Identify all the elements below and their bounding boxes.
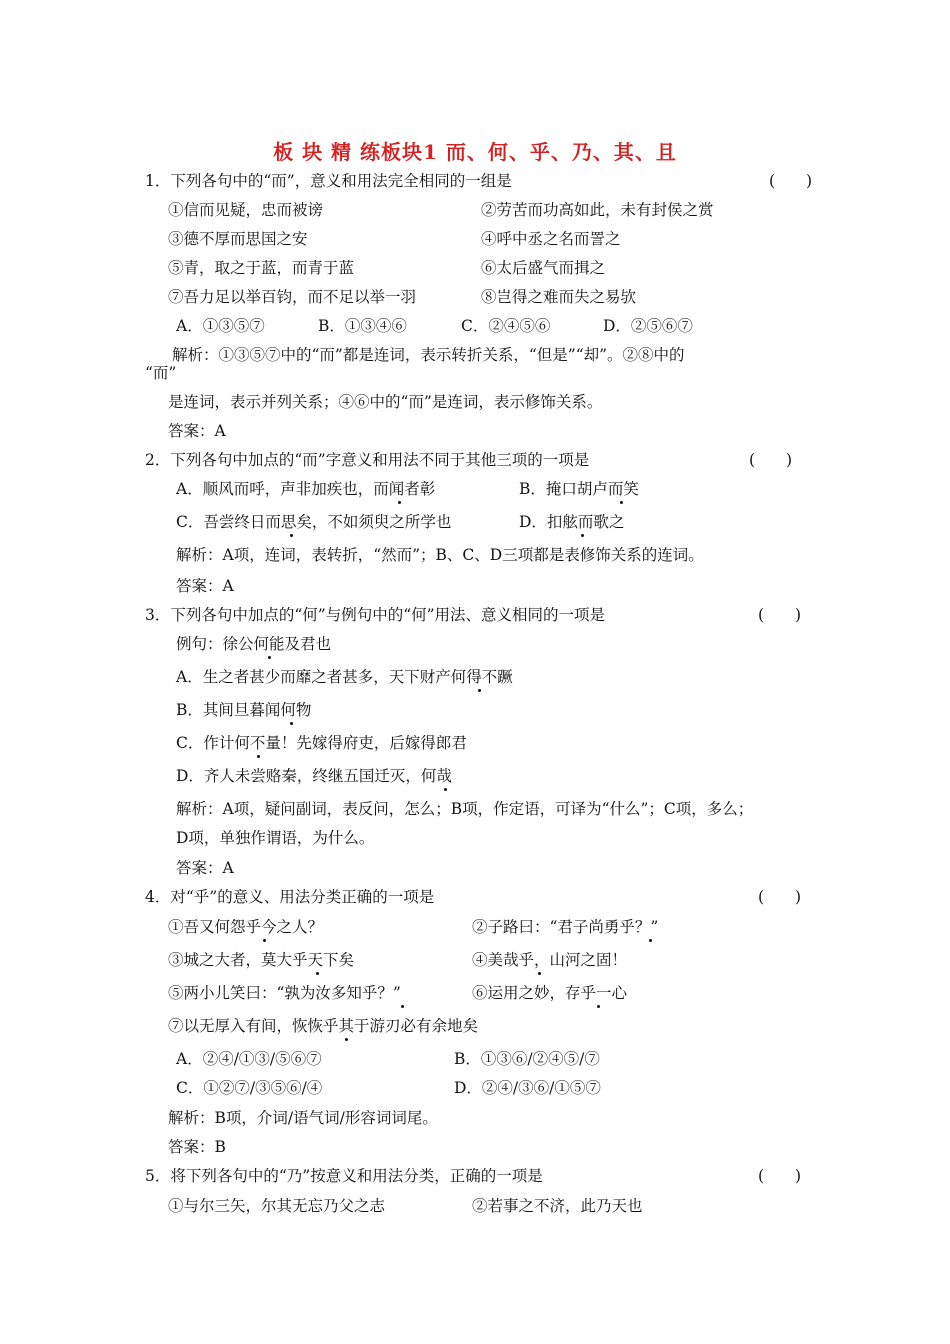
- emphasis-dot: [398, 501, 401, 504]
- q4-item: ②子路曰：“君子尚勇乎？”: [472, 918, 659, 936]
- q4-answer: 答案：B: [168, 1138, 226, 1156]
- q2-option-d: D．扣舷而歌之: [519, 513, 625, 531]
- q4-item: ③城之大者，莫大乎天下矣: [168, 951, 355, 969]
- q3-answer: 答案：A: [176, 859, 234, 877]
- q3-answer-blank: ( ): [758, 606, 802, 624]
- q4-option-b: B．①③⑥/②④⑤/⑦: [454, 1050, 600, 1068]
- q1-option-c: C．②④⑤⑥: [461, 317, 551, 335]
- q2-answer-blank: ( ): [749, 451, 793, 469]
- q1-analysis-wrap: “而”: [145, 364, 177, 382]
- q4-option-d: D．②④/③⑥/①⑤⑦: [454, 1079, 601, 1097]
- q4-option-c: C．①②⑦/③⑤⑥/④: [176, 1079, 323, 1097]
- q2-option-c: C．吾尝终日而思矣，不如须臾之所学也: [176, 513, 452, 531]
- emphasis-dot: [649, 939, 652, 942]
- q1-stem: 1．下列各句中的“而”，意义和用法完全相同的一组是: [145, 172, 512, 190]
- emphasis-dot: [597, 1005, 600, 1008]
- q1-item: ③德不厚而思国之安: [168, 230, 308, 248]
- q4-option-a: A．②④/①③/⑤⑥⑦: [176, 1050, 322, 1068]
- q1-item: ①信而见疑，忠而被谤: [168, 201, 324, 219]
- q5-stem: 5．将下列各句中的“乃”按意义和用法分类，正确的一项是: [145, 1167, 543, 1185]
- q3-option-d: D．齐人未尝赂秦，终继五国迁灭，何哉: [176, 767, 452, 785]
- q1-item: ⑤青，取之于蓝，而青于蓝: [168, 259, 355, 277]
- q2-stem: 2．下列各句中加点的“而”字意义和用法不同于其他三项的一项是: [145, 451, 590, 469]
- q1-item: ④呼中丞之名而詈之: [481, 230, 621, 248]
- q3-analysis: D项，单独作谓语，为什么。: [176, 829, 375, 847]
- emphasis-dot: [538, 972, 541, 975]
- q1-analysis: 是连词，表示并列关系；④⑥中的“而”是连词，表示修饰关系。: [168, 393, 603, 411]
- q4-item: ⑥运用之妙，存乎一心: [472, 984, 628, 1002]
- emphasis-dot: [444, 788, 447, 791]
- q1-item: ⑥太后盛气而揖之: [481, 259, 606, 277]
- q1-option-b: B．①③④⑥: [318, 317, 407, 335]
- q2-analysis: 解析：A项，连词，表转折，“然而”；B、C、D三项都是表修饰关系的连词。: [176, 546, 704, 564]
- page-title: 板 块 精 练板块1 而、何、乎、乃、其、且: [273, 140, 677, 164]
- emphasis-dot: [257, 755, 260, 758]
- q4-item: ④美哉乎，山河之固！: [472, 951, 628, 969]
- q1-option-d: D．②⑤⑥⑦: [603, 317, 693, 335]
- emphasis-dot: [401, 1005, 404, 1008]
- q5-item: ②若事之不济，此乃天也: [472, 1197, 643, 1215]
- q2-option-a: A．顺风而呼，声非加疾也，而闻者彰: [176, 480, 436, 498]
- q4-analysis: 解析：B项，介词/语气词/形容词词尾。: [168, 1109, 438, 1127]
- q1-analysis: 解析：①③⑤⑦中的“而”都是连词，表示转折关系，“但是”“却”。②⑧中的: [172, 346, 685, 364]
- q3-stem: 3．下列各句中加点的“何”与例句中的“何”用法、意义相同的一项是: [145, 606, 606, 624]
- q1-option-a: A．①③⑤⑦: [176, 317, 265, 335]
- emphasis-dot: [290, 534, 293, 537]
- q1-item: ⑧岂得之难而失之易欤: [481, 288, 637, 306]
- q4-item: ①吾又何怨乎今之人？: [168, 918, 324, 936]
- q3-option-a: A．生之者甚少而靡之者甚多，天下财产何得不蹶: [176, 668, 513, 686]
- q4-stem: 4．对“乎”的意义、用法分类正确的一项是: [145, 888, 435, 906]
- q1-item: ⑦吾力足以举百钧，而不足以举一羽: [168, 288, 417, 306]
- q2-answer: 答案：A: [176, 577, 234, 595]
- q1-answer: 答案：A: [168, 422, 226, 440]
- emphasis-dot: [268, 656, 271, 659]
- q1-item: ②劳苦而功高如此，未有封侯之赏: [481, 201, 714, 219]
- q4-answer-blank: ( ): [758, 888, 802, 906]
- q3-option-b: B．其间旦暮闻何物: [176, 701, 312, 719]
- emphasis-dot: [581, 534, 584, 537]
- q4-item: ⑦以无厚入有间，恢恢乎其于游刃必有余地矣: [168, 1017, 479, 1035]
- emphasis-dot: [345, 1038, 348, 1041]
- q1-answer-blank: ( ): [769, 172, 813, 190]
- q4-item: ⑤两小儿笑曰：“孰为汝多知乎？”: [168, 984, 401, 1002]
- q3-example: 例句：徐公何能及君也: [176, 635, 332, 653]
- emphasis-dot: [620, 501, 623, 504]
- q3-option-c: C．作计何不量！先嫁得府吏，后嫁得郎君: [176, 734, 467, 752]
- emphasis-dot: [478, 689, 481, 692]
- q3-analysis: 解析：A项，疑问副词，表反问，怎么；B项，作定语，可译为“什么”；C项，多么；: [176, 800, 754, 818]
- q5-item: ①与尔三矢，尔其无忘乃父之志: [168, 1197, 386, 1215]
- emphasis-dot: [316, 972, 319, 975]
- emphasis-dot: [263, 939, 266, 942]
- q2-option-b: B．掩口胡卢而笑: [519, 480, 639, 498]
- emphasis-dot: [290, 722, 293, 725]
- q5-answer-blank: ( ): [758, 1167, 802, 1185]
